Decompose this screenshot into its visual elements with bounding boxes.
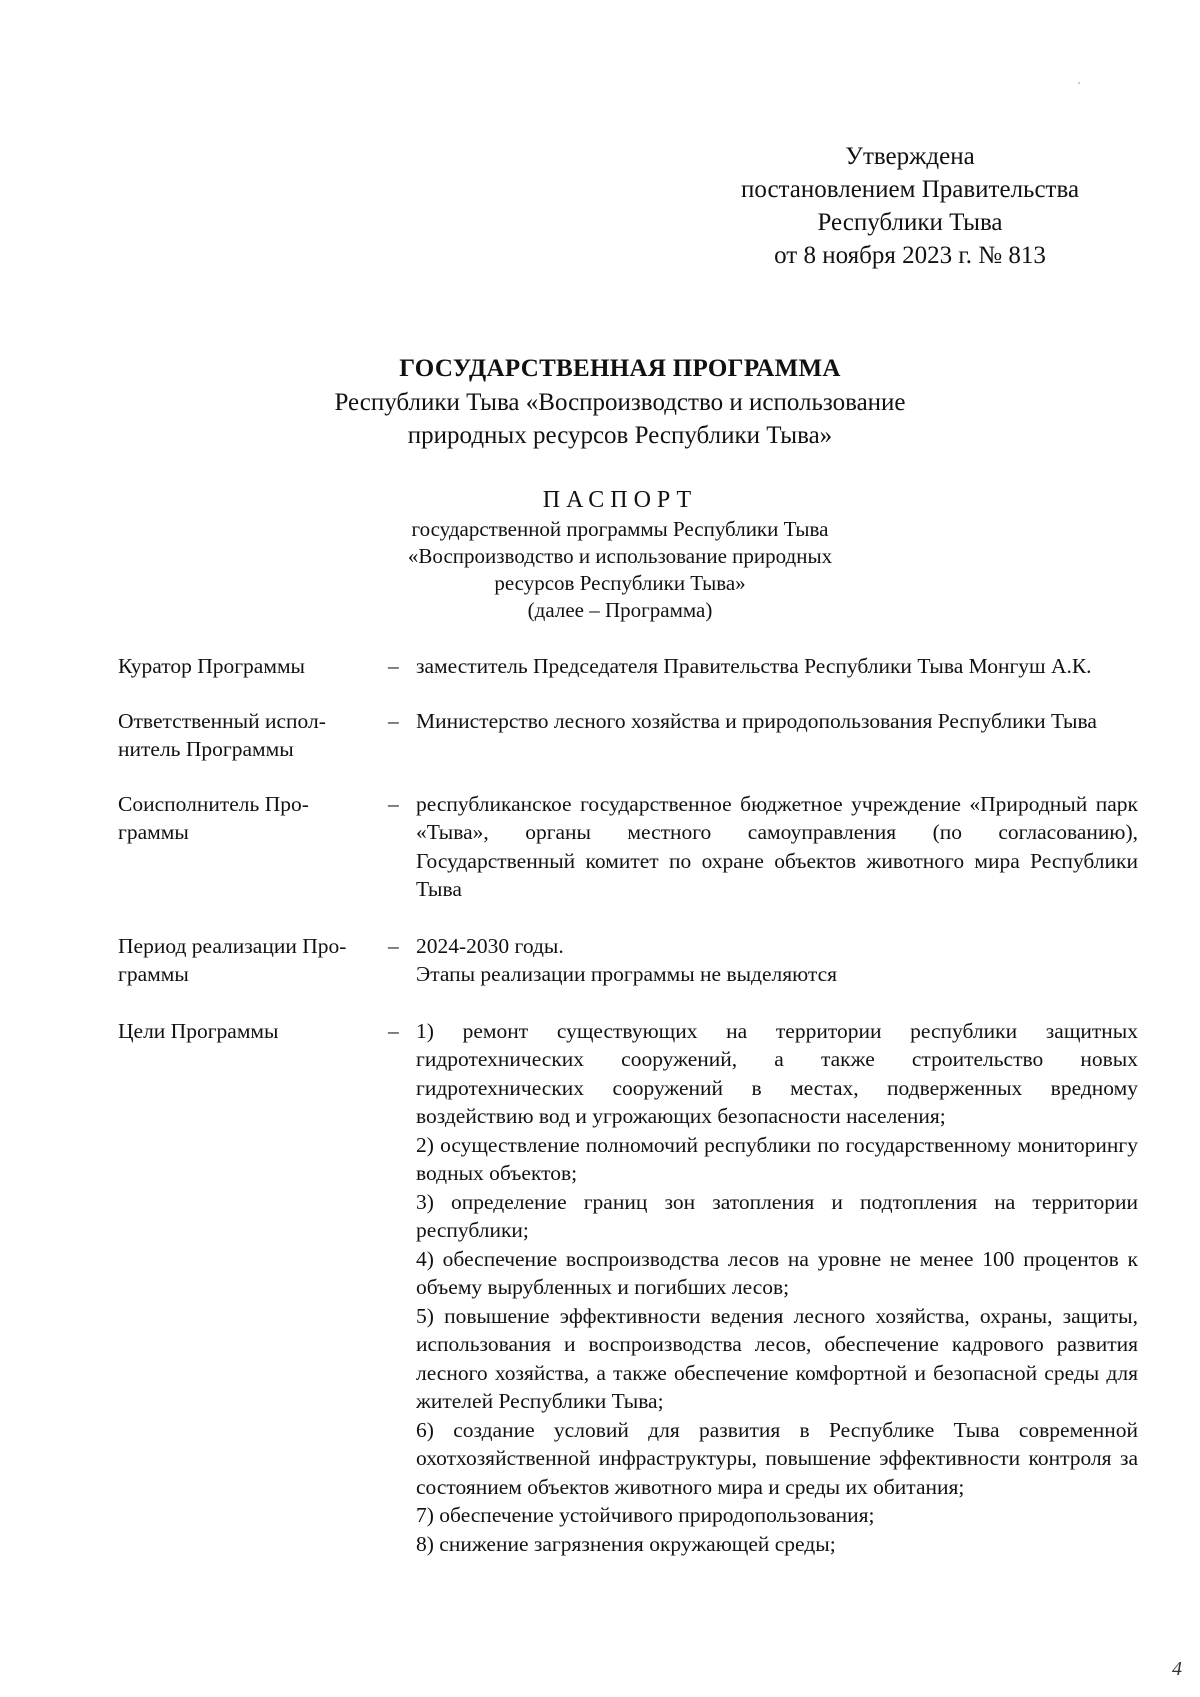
row-label-text: Куратор Программы: [118, 654, 305, 678]
period-value-line: 2024-2030 годы.: [416, 933, 564, 958]
program-subtitle-line: Республики Тыва «Воспроизводство и использование: [334, 389, 906, 416]
row-label-text: Период реализации Про-: [118, 933, 347, 958]
row-label-text: граммы: [118, 820, 189, 844]
approval-line: Республики Тыва: [817, 209, 1003, 236]
passport-row-period: [118, 932, 1138, 989]
row-label-text: Цели Программы: [118, 1018, 279, 1043]
row-value: республиканское государственное бюджетное учреждение «Природный парк «Тыва», органы местного самоуправления (по согласованию), Государственный комитет по охране объектов животного мира Республики Тыва: [416, 791, 1138, 901]
approval-line: Утверждена: [845, 143, 975, 170]
row-label: [118, 1017, 388, 1046]
goal-item: 6) создание условий для развития в Республике Тыва современной охотхозяйственной инфраструктуры, повышение эффективности контроля за состоянием объектов животного мира и среды их обитания;: [416, 1417, 1138, 1499]
row-label-text: Ответственный испол-: [118, 708, 326, 733]
passport-line: «Воспроизводство и использование природных: [407, 544, 833, 568]
passport-row-responsible: [118, 707, 1138, 764]
program-header: [220, 352, 1020, 452]
passport-header: [320, 484, 920, 624]
program-title: ГОСУДАРСТВЕННАЯ ПРОГРАММА: [399, 355, 841, 382]
goal-item: 2) осуществление полномочий республики по государственному мониторингу водных объектов;: [416, 1132, 1138, 1185]
row-dash: –: [388, 1018, 399, 1043]
approval-date-line: от 8 ноября 2023 г. № 813: [774, 242, 1046, 269]
row-value: заместитель Председателя Правительства Республики Тыва Монгуш А.К.: [416, 654, 1092, 678]
passport-row-curator: [118, 652, 1138, 681]
row-label: [118, 652, 388, 681]
row-dash: –: [388, 708, 399, 733]
program-subtitle-line: природных ресурсов Республики Тыва»: [407, 422, 833, 449]
row-dash: –: [388, 933, 399, 958]
passport-heading: ПАСПОРТ: [542, 487, 698, 513]
row-label: [118, 790, 388, 847]
row-dash: –: [388, 791, 399, 816]
page-number-mark: 4: [1172, 1658, 1182, 1680]
scan-speck: [1078, 82, 1080, 84]
approval-stamp-block: [705, 140, 1115, 272]
period-value-line: Этапы реализации программы не выделяются: [416, 962, 838, 986]
row-value: [416, 1017, 1138, 1559]
goal-item: 8) снижение загрязнения окружающей среды;: [416, 1531, 836, 1556]
approval-line: постановлением Правительства: [740, 176, 1080, 203]
row-label: [118, 932, 388, 989]
passport-row-goals: [118, 1017, 1138, 1559]
goal-item: 3) определение границ зон затопления и подтопления на территории республики;: [416, 1189, 1138, 1242]
goal-item: 5) повышение эффективности ведения лесного хозяйства, охраны, защиты, использования и воспроизводства лесов, обеспечение кадрового развития лесного хозяйства, а также обеспечение комфортной и безопасной среды для жителей Республики Тыва;: [416, 1303, 1138, 1413]
passport-line: (далее – Программа): [527, 598, 713, 622]
row-label-text: нитель Программы: [118, 737, 294, 761]
goal-item: 1) ремонт существующих на территории республики защитных гидротехнических сооружений, а также строительство новых гидротехнических сооружений в местах, подверженных вредному воздействию вод и угрожающих безопасности населения;: [416, 1018, 1138, 1128]
row-label: [118, 707, 388, 764]
row-value: [416, 932, 1138, 989]
passport-row-coexecutor: [118, 790, 1138, 904]
row-label-text: Соисполнитель Про-: [118, 791, 309, 816]
goal-item: 4) обеспечение воспроизводства лесов на уровне не менее 100 процентов к объему вырубленных и погибших лесов;: [416, 1246, 1138, 1299]
row-label-text: граммы: [118, 962, 189, 986]
row-dash: –: [388, 654, 399, 678]
row-value: Министерство лесного хозяйства и природопользования Республики Тыва: [416, 708, 1097, 733]
passport-line: государственной программы Республики Тыва: [411, 517, 829, 541]
passport-line: ресурсов Республики Тыва»: [494, 571, 746, 595]
goal-item: 7) обеспечение устойчивого природопользования;: [416, 1503, 875, 1527]
passport-table: [118, 652, 1138, 1558]
